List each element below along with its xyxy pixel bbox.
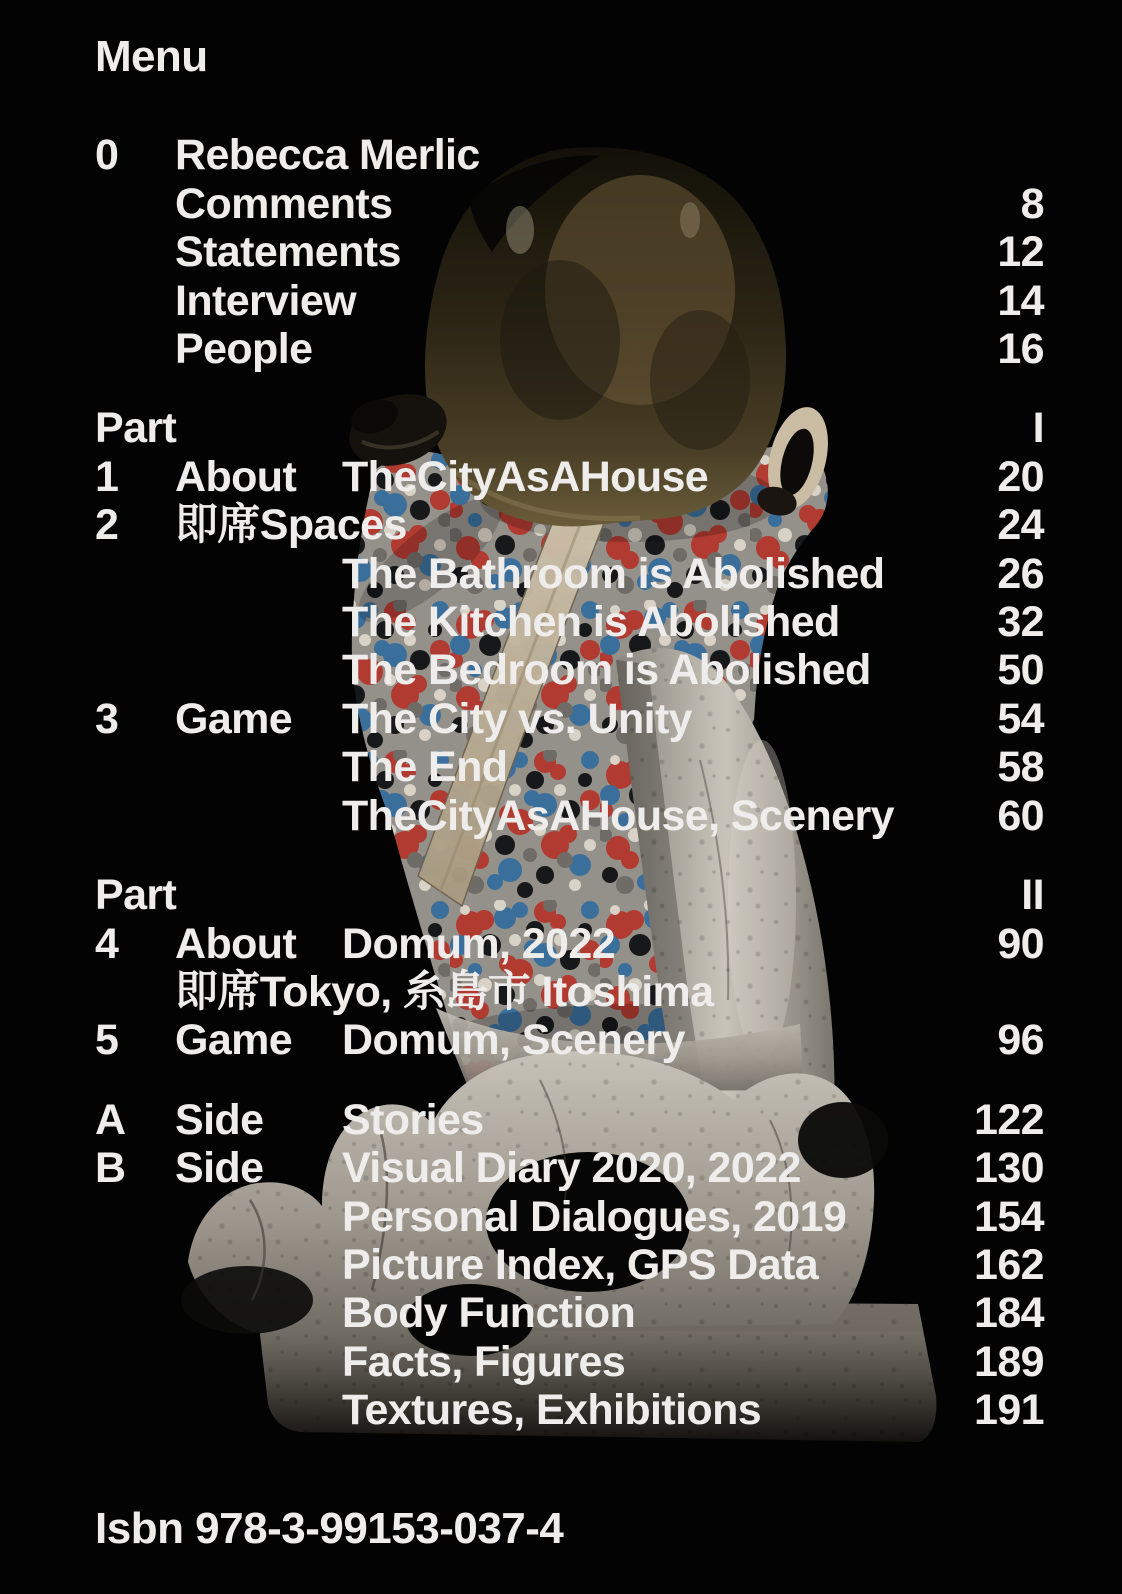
toc-page: 191	[974, 1386, 1044, 1435]
toc-title: TheCityAsAHouse	[342, 452, 709, 501]
toc-page: 20	[997, 452, 1044, 501]
toc-page: 26	[997, 549, 1044, 598]
toc-num: 1	[95, 452, 119, 501]
toc-row	[95, 743, 1044, 791]
toc-title: Body Function	[342, 1289, 636, 1338]
toc-page: 58	[997, 743, 1044, 792]
toc-title: Picture Index, GPS Data	[342, 1240, 819, 1289]
toc-page: 12	[997, 228, 1044, 277]
toc-section	[95, 871, 1044, 1065]
toc-keyword	[175, 550, 342, 598]
toc-keyword: Statements	[175, 228, 401, 277]
toc-keyword: 即席Tokyo, 糸島市 Itoshima	[175, 967, 714, 1016]
toc-title	[342, 180, 1021, 228]
toc-num: 0	[95, 131, 119, 180]
toc-title	[342, 871, 1021, 919]
toc-num: 3	[95, 694, 119, 743]
toc-row	[95, 1338, 1044, 1386]
toc-num: 5	[95, 1016, 119, 1065]
toc-title: The End	[342, 743, 508, 792]
toc-row	[95, 598, 1044, 646]
toc-keyword	[175, 792, 342, 840]
toc-keyword: Rebecca Merlic	[175, 131, 480, 180]
toc-row	[95, 1241, 1044, 1289]
toc-row	[95, 1016, 1044, 1064]
toc-page: 60	[997, 791, 1044, 840]
toc-row	[95, 550, 1044, 598]
toc-row	[95, 646, 1044, 694]
toc-page: 32	[997, 598, 1044, 647]
toc-title: The Bedroom is Abolished	[342, 646, 871, 695]
toc-title	[342, 968, 1044, 1016]
toc-page: 130	[974, 1144, 1044, 1193]
toc-num	[95, 792, 175, 840]
toc-num: Part	[95, 871, 177, 920]
toc-row	[95, 792, 1044, 840]
toc-title	[342, 404, 1033, 452]
toc-title	[342, 501, 997, 549]
toc-row	[95, 325, 1044, 373]
toc-row	[95, 920, 1044, 968]
toc-keyword: Game	[175, 694, 293, 743]
toc-title: Textures, Exhibitions	[342, 1386, 762, 1435]
toc-page: 14	[997, 276, 1044, 325]
toc-num: A	[95, 1095, 126, 1144]
toc-page: 184	[974, 1289, 1044, 1338]
toc-num	[95, 646, 175, 694]
toc-section	[95, 131, 1044, 373]
toc-page: 50	[997, 646, 1044, 695]
toc-keyword: Side	[175, 1095, 264, 1144]
toc-num	[95, 1241, 175, 1289]
toc-title: TheCityAsAHouse, Scenery	[342, 791, 894, 840]
toc-title: Domum, 2022	[342, 919, 616, 968]
toc-row	[95, 453, 1044, 501]
isbn: Isbn 978-3-99153-037-4	[95, 1503, 564, 1553]
toc-row	[95, 1386, 1044, 1434]
toc-num	[95, 598, 175, 646]
toc-page: 122	[974, 1095, 1044, 1144]
toc-section	[95, 1096, 1044, 1435]
toc-row	[95, 968, 1044, 1016]
toc-num	[95, 180, 175, 228]
toc-num: B	[95, 1144, 126, 1193]
toc-keyword	[175, 1386, 342, 1434]
toc-keyword: 即席Spaces	[175, 501, 407, 550]
toc-keyword	[175, 743, 342, 791]
toc-page: 189	[974, 1337, 1044, 1386]
toc-keyword	[175, 1193, 342, 1241]
toc-keyword	[175, 404, 342, 452]
toc-num	[95, 228, 175, 276]
toc-page: 54	[997, 694, 1044, 743]
toc-title: Stories	[342, 1095, 484, 1144]
toc-num	[95, 277, 175, 325]
toc-keyword: People	[175, 325, 313, 374]
toc-title: The Bathroom is Abolished	[342, 549, 885, 598]
toc-keyword	[175, 871, 342, 919]
toc-title: Visual Diary 2020, 2022	[342, 1144, 801, 1193]
toc-keyword: Game	[175, 1016, 293, 1065]
toc-page: I	[1032, 404, 1044, 453]
toc-page: 8	[1020, 179, 1044, 228]
toc-title: The Kitchen is Abolished	[342, 598, 840, 647]
toc-num	[95, 968, 175, 1016]
toc-num	[95, 325, 175, 373]
toc-section	[95, 404, 1044, 840]
toc-row	[95, 501, 1044, 549]
toc-page: 16	[997, 325, 1044, 374]
toc-num	[95, 1386, 175, 1434]
toc-title	[342, 325, 997, 373]
page-title: Menu	[95, 32, 208, 81]
toc-title: The City vs. Unity	[342, 694, 692, 743]
toc-page: II	[1021, 871, 1044, 920]
toc-keyword: About	[175, 452, 297, 501]
toc-keyword: Interview	[175, 276, 357, 325]
toc-num	[95, 1338, 175, 1386]
toc-num	[95, 1193, 175, 1241]
toc-num: 4	[95, 919, 119, 968]
toc-row	[95, 1193, 1044, 1241]
content	[95, 33, 1044, 1553]
toc-keyword	[175, 646, 342, 694]
toc-title: Facts, Figures	[342, 1337, 626, 1386]
toc-title	[342, 277, 997, 325]
toc-page: 24	[997, 501, 1044, 550]
toc-num	[95, 1289, 175, 1337]
toc-num: 2	[95, 501, 119, 550]
toc-row	[95, 228, 1044, 276]
toc-row	[95, 1096, 1044, 1144]
toc-title: Personal Dialogues, 2019	[342, 1192, 847, 1241]
toc-page: 154	[974, 1192, 1044, 1241]
toc-row	[95, 131, 1044, 179]
toc-num: Part	[95, 404, 177, 453]
toc-title	[342, 131, 1044, 179]
toc-row	[95, 695, 1044, 743]
toc-keyword	[175, 1338, 342, 1386]
toc-row	[95, 1144, 1044, 1192]
toc-num	[95, 743, 175, 791]
toc-page: 162	[974, 1240, 1044, 1289]
toc-num	[95, 550, 175, 598]
toc-keyword: Comments	[175, 179, 393, 228]
toc-keyword	[175, 1289, 342, 1337]
toc-row	[95, 404, 1044, 452]
toc-row	[95, 180, 1044, 228]
toc-row	[95, 871, 1044, 919]
toc-keyword	[175, 598, 342, 646]
toc-row	[95, 277, 1044, 325]
toc-page: 90	[997, 919, 1044, 968]
toc-title	[342, 228, 997, 276]
toc-page: 96	[997, 1016, 1044, 1065]
toc-keyword: Side	[175, 1144, 264, 1193]
toc-row	[95, 1289, 1044, 1337]
toc-keyword	[175, 1241, 342, 1289]
toc-title: Domum, Scenery	[342, 1016, 685, 1065]
toc-keyword: About	[175, 919, 297, 968]
toc	[95, 131, 1044, 1434]
